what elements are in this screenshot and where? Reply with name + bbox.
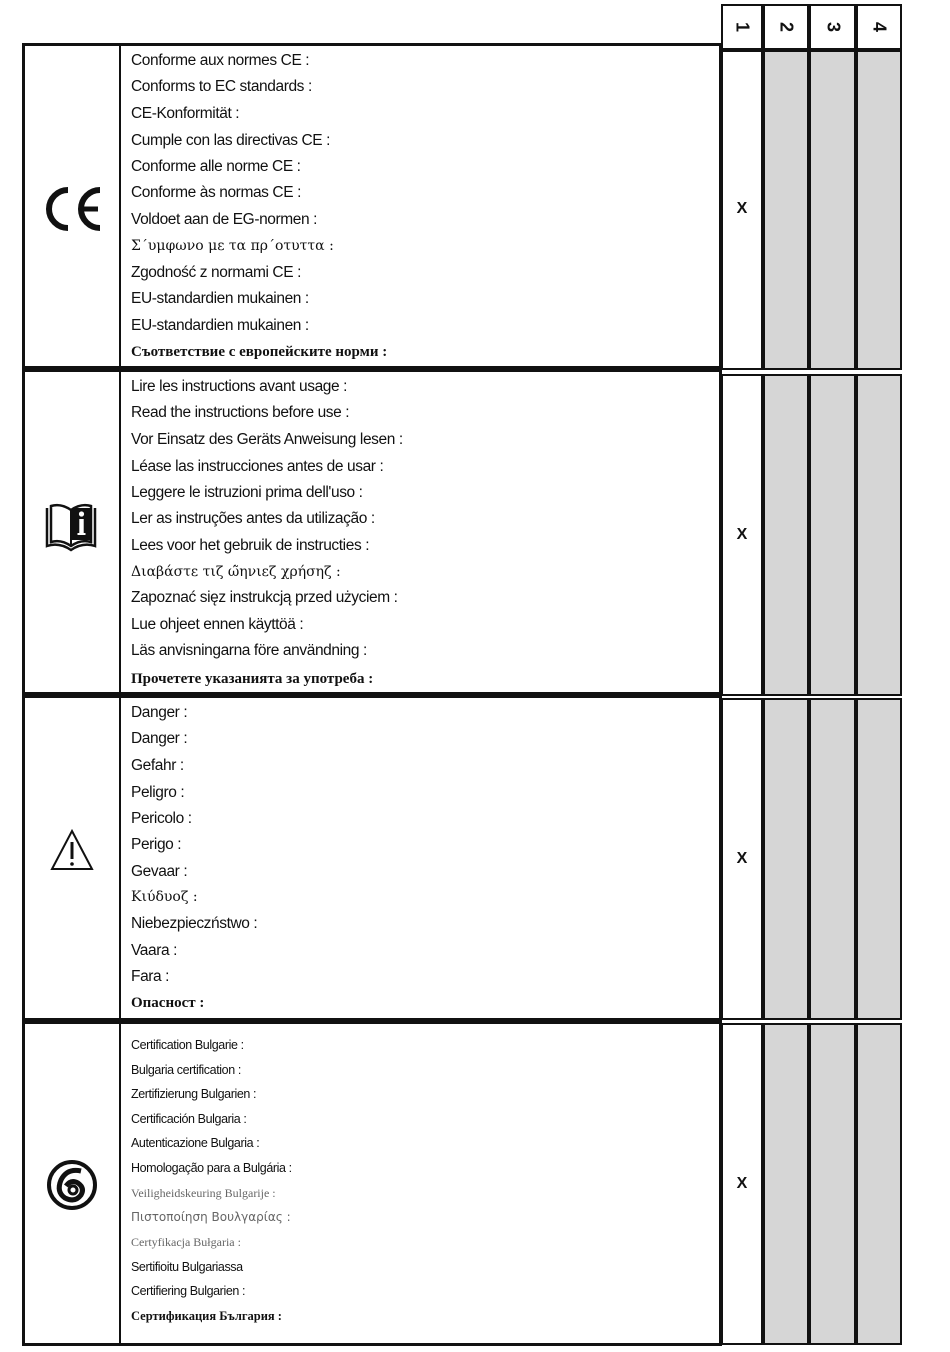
- text-line: Съответствие с европейските норми :: [131, 344, 388, 360]
- bulgaria-certification-icon: [45, 1158, 99, 1212]
- text-line: Lire les instructions avant usage :: [131, 378, 348, 395]
- text-line: Gevaar :: [131, 863, 188, 880]
- ce-mark-icon: [40, 186, 104, 232]
- check-mark: X: [736, 850, 748, 867]
- ce-text-lines: [131, 46, 713, 366]
- text-line: Zapoznać sięz instrukcją przed użyciem :: [131, 589, 398, 606]
- text-line: Autenticazione Bulgaria :: [131, 1136, 260, 1150]
- text-line: Κιύδυοζ :: [131, 889, 198, 905]
- text-line: Σ΄υμφωνο με τα πρ΄οτυττα :: [131, 238, 334, 254]
- warning-triangle-icon: [49, 828, 95, 872]
- column-header-3: [809, 4, 856, 50]
- column-header-4: [856, 4, 902, 50]
- text-line: Homologação para a Bulgária :: [131, 1161, 292, 1175]
- cell-s1-c2: [763, 50, 809, 370]
- text-line: Διαβάστε τιζ ώ̃ηνιεζ χρήσηζ :: [131, 564, 341, 580]
- text-line: Cumple con las directivas CE :: [131, 132, 331, 149]
- ce-section: [22, 43, 722, 369]
- cell-s1-c4: [856, 50, 902, 370]
- text-line: Conforme alle norme CE :: [131, 158, 301, 175]
- instructions-icon-cell: [25, 372, 121, 692]
- text-line: Zertifizierung Bulgarien :: [131, 1087, 257, 1101]
- text-line: Bulgaria certification :: [131, 1063, 241, 1077]
- text-line: EU-standardien mukainen :: [131, 290, 309, 307]
- column-header-1: [721, 4, 763, 50]
- column-number: 4: [869, 21, 890, 33]
- bulgaria-icon-cell: [25, 1024, 121, 1343]
- text-line: Danger :: [131, 704, 188, 721]
- danger-section: [22, 695, 722, 1021]
- cell-s3-c4: [856, 698, 902, 1020]
- text-line: Leggere le istruzioni prima dell'uso :: [131, 484, 363, 501]
- text-line: Danger :: [131, 730, 188, 747]
- cell-s2-c3: [809, 374, 856, 696]
- ce-icon-cell: [25, 46, 121, 366]
- text-line: Gefahr :: [131, 757, 184, 774]
- instructions-text-lines: [131, 372, 713, 692]
- text-line: Πιστοποίηση Βουλγαρίας :: [131, 1210, 291, 1224]
- instructions-section: [22, 369, 722, 695]
- cell-s4-c2: [763, 1023, 809, 1345]
- text-line: Vaara :: [131, 942, 178, 959]
- cell-s4-c1: [721, 1023, 763, 1345]
- text-line: Pericolo :: [131, 810, 192, 827]
- column-header-2: [763, 4, 809, 50]
- text-line: Conforme às normas CE :: [131, 184, 301, 201]
- column-number: 1: [732, 21, 753, 33]
- cell-s4-c4: [856, 1023, 902, 1345]
- text-line: Zgodność z normami CE :: [131, 264, 301, 281]
- column-number: 3: [823, 21, 843, 33]
- text-line: Certification Bulgarie :: [131, 1038, 244, 1052]
- text-line: Lees voor het gebruik de instructies :: [131, 537, 370, 554]
- text-line: Léase las instrucciones antes de usar :: [131, 458, 384, 475]
- column-number: 2: [776, 21, 797, 33]
- text-line: Conforme aux normes CE :: [131, 52, 310, 69]
- bulgaria-section: [22, 1021, 722, 1346]
- cell-s2-c1: [721, 374, 763, 696]
- cell-s2-c2: [763, 374, 809, 696]
- text-line: Vor Einsatz des Geräts Anweisung lesen :: [131, 431, 403, 448]
- bulgaria-text-lines: [131, 1024, 713, 1343]
- cell-s1-c3: [809, 50, 856, 370]
- text-line: CE-Konformität :: [131, 105, 240, 122]
- cell-s3-c3: [809, 698, 856, 1020]
- danger-icon-cell: [25, 698, 121, 1018]
- cell-s4-c3: [809, 1023, 856, 1345]
- text-line: Certifiering Bulgarien :: [131, 1284, 246, 1298]
- text-line: Ler as instruções antes da utilização :: [131, 510, 375, 527]
- text-line: Sertifioitu Bulgariassa: [131, 1260, 243, 1274]
- text-line: Niebezpieczństwo :: [131, 915, 258, 932]
- text-line: Certificación Bulgaria :: [131, 1112, 247, 1126]
- text-line: EU-standardien mukainen :: [131, 317, 309, 334]
- text-line: Conforms to EC standards :: [131, 78, 312, 95]
- check-mark: X: [736, 526, 748, 543]
- text-line: Peligro :: [131, 784, 185, 801]
- cell-s3-c2: [763, 698, 809, 1020]
- text-line: Прочетете указанията за употреба :: [131, 671, 374, 687]
- text-line: Certyfikacja Bułgaria :: [131, 1235, 241, 1249]
- text-line: Läs anvisningarna före användning :: [131, 642, 367, 659]
- text-line: Fara :: [131, 968, 170, 985]
- text-line: Perigo :: [131, 836, 182, 853]
- check-mark: X: [736, 200, 748, 217]
- text-line: Voldoet aan de EG-normen :: [131, 211, 318, 228]
- read-instructions-book-icon: [43, 502, 99, 554]
- text-line: Read the instructions before use :: [131, 404, 350, 421]
- text-line: Опасност :: [131, 995, 205, 1011]
- text-line: Veiligheidskeuring Bulgarije :: [131, 1186, 276, 1200]
- text-line: Сертификация България :: [131, 1309, 282, 1323]
- text-line: Lue ohjeet ennen käyttöä :: [131, 616, 304, 633]
- cell-s2-c4: [856, 374, 902, 696]
- check-mark: X: [736, 1175, 748, 1192]
- danger-text-lines: [131, 698, 713, 1018]
- cell-s1-c1: [721, 50, 763, 370]
- cell-s3-c1: [721, 698, 763, 1020]
